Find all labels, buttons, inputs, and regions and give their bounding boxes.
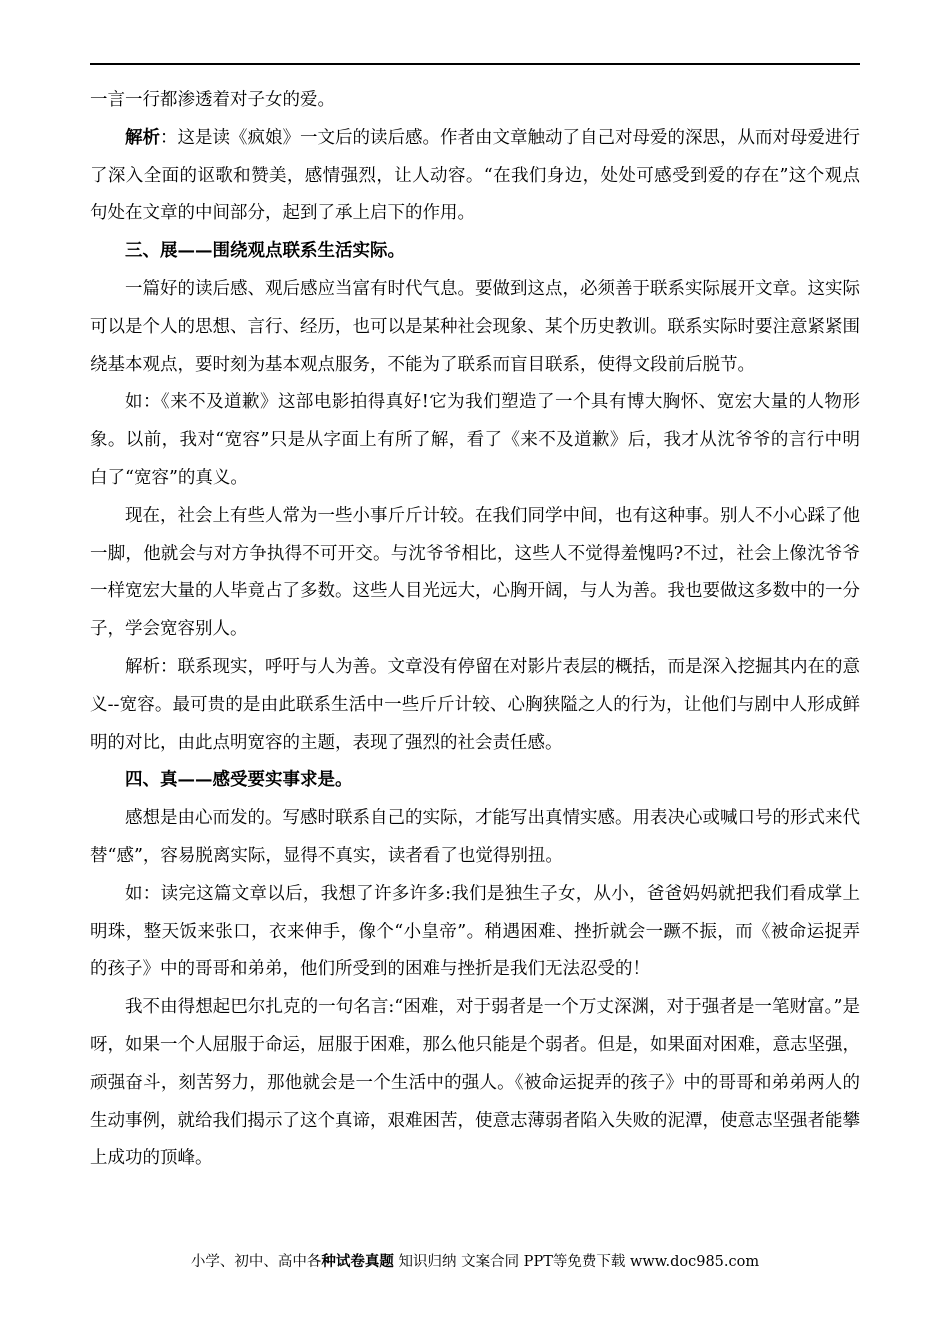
document-body [90,82,860,1178]
paragraph-1-analysis [90,120,860,233]
paragraph-9: 如：读完这篇文章以后，我想了许多许多:我们是独生子女，从小，爸爸妈妈就把我们看成掌上明珠，整天饭来张口，衣来伸手，像个“小皇帝”。稍遇困难、挫折就会一蹶不振，而《被命运捉弄的孩子》中的哥哥和弟弟，他们所受到的困难与挫折是我们无法忍受的！ [90,883,860,980]
header-rule [90,63,860,65]
paragraph-3: 一篇好的读后感、观后感应当富有时代气息。要做到这点，必须善于联系实际展开文章。这实际可以是个人的思想、言行、经历，也可以是某种社会现象、某个历史教训。联系实际时要注意紧紧围绕基本观点，要时刻为基本观点服务，不能为了联系而盲目联系，使得文段前后脱节。 [90,278,860,375]
paragraph-0: 一言一行都渗透着对子女的爱。 [90,90,335,110]
paragraph-6: 解析：联系现实，呼吁与人为善。文章没有停留在对影片表层的概括，而是深入挖掘其内在的意义--宽容。最可贵的是由此联系生活中一些斤斤计较、心胸狭隘之人的行为，让他们与剧中人形成鲜明的对比，由此点明宽容的主题，表现了强烈的社会责任感。 [90,656,860,753]
section-heading-4: 四、真——感受要实事求是。 [125,770,353,791]
analysis-label: 解析 [125,127,160,148]
paragraph-5: 现在，社会上有些人常为一些小事斤斤计较。在我们同学中间，也有这种事。别人不小心踩了他一脚，他就会与对方争执得不可开交。与沈爷爷相比，这些人不觉得羞愧吗?不过，社会上像沈爷爷一样宽宏大量的人毕竟占了多数。这些人目光远大，心胸开阔，与人为善。我也要做这多数中的一分子，学会宽容别人。 [90,505,860,640]
page-footer [0,1252,950,1272]
section-heading-3: 三、展——围绕观点联系生活实际。 [125,241,405,262]
paragraph-8: 感想是由心而发的。写感时联系自己的实际，才能写出真情实感。用表决心或喊口号的形式来代替“感”，容易脱离实际，显得不真实，读者看了也觉得别扭。 [90,808,860,866]
footer-text-3: 知识归纳 文案合同 PPT等免费下载 www.doc985.com [393,1254,760,1270]
paragraph-4: 如：《来不及道歉》这部电影拍得真好!它为我们塑造了一个具有博大胸怀、宽宏大量的人物形象。以前，我对“宽容”只是从字面上有所了解，看了《来不及道歉》后，我才从沈爷爷的言行中明白了“宽容”的真义。 [90,392,860,488]
analysis-text: ：这是读《疯娘》一文后的读后感。作者由文章触动了自己对母爱的深思，从而对母爱进行了深入全面的讴歌和赞美，感情强烈，让人动容。“在我们身边，处处可感受到爱的存在”这个观点句处在文章的中间部分，起到了承上启下的作用。 [90,127,860,224]
footer-text-2: 种试卷真题 [321,1253,394,1270]
footer-text-1: 小学、初中、高中各 [190,1254,322,1270]
paragraph-10: 我不由得想起巴尔扎克的一句名言:“困难，对于弱者是一个万丈深渊，对于强者是一笔财富。”是呀，如果一个人屈服于命运，屈服于困难，那么他只能是个弱者。但是，如果面对困难，意志坚强，顽强奋斗，刻苦努力，那他就会是一个生活中的强人。《被命运捉弄的孩子》中的哥哥和弟弟两人的生动事例，就给我们揭示了这个真谛，艰难困苦，使意志薄弱者陷入失败的泥潭，使意志坚强者能攀上成功的顶峰。 [90,997,860,1169]
